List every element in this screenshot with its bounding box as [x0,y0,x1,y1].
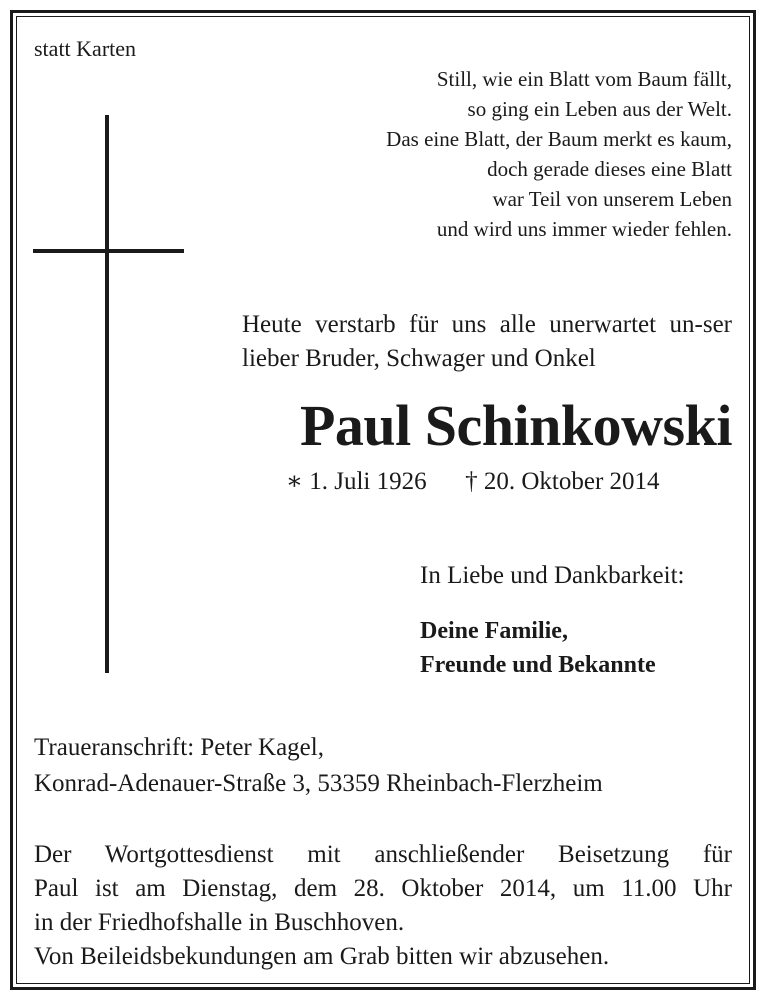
announcement-text: Heute verstarb für uns alle unerwartet un-ser lieber Bruder, Schwager und Onkel [242,311,732,372]
mourners [420,614,656,682]
death-date: 20. Oktober 2014 [483,468,660,495]
mourner-line: Deine Familie, [420,618,568,644]
mourner-line: Freunde und Bekannte [420,652,656,678]
thanks-line: In Liebe und Dankbarkeit: [420,562,685,589]
poem-line: war Teil von unserem Leben [492,187,732,211]
service-line: Paul ist am Dienstag, dem 28. Oktober 2014, um 11.00 Uhr [34,875,732,902]
service-line: Der Wortgottesdienst mit anschließender Beisetzung für [34,841,732,868]
service-info [34,838,732,974]
mourning-address [34,730,603,802]
poem-line: Das eine Blatt, der Baum merkt es kaum, [386,127,732,151]
poem-line: doch gerade dieses eine Blatt [487,157,732,181]
poem-line: und wird uns immer wieder fehlen. [436,217,732,241]
address-line: Konrad-Adenauer-Straße 3, 53359 Rheinbach-Flerzheim [34,770,603,797]
deceased-name: Paul Schinkowski [299,393,732,458]
header-text: statt Karten [34,36,137,61]
service-line: in der Friedhofshalle in Buschhoven. [34,909,405,936]
poem-line: Still, wie ein Blatt vom Baum fällt, [436,67,732,91]
death-dagger-icon: † [465,468,478,495]
address-line: Traueranschrift: Peter Kagel, [34,734,324,761]
life-dates [286,466,660,496]
poem [292,64,732,244]
cross-horizontal-bar [33,249,184,253]
birth-date: 1. Juli 1926 [309,468,427,495]
poem-line: so ging ein Leben aus der Welt. [467,97,732,121]
birth-star-icon: ∗ [286,468,303,495]
service-line: Von Beileidsbekundungen am Grab bitten wir abzusehen. [34,943,610,970]
cross-vertical-bar [105,115,109,673]
